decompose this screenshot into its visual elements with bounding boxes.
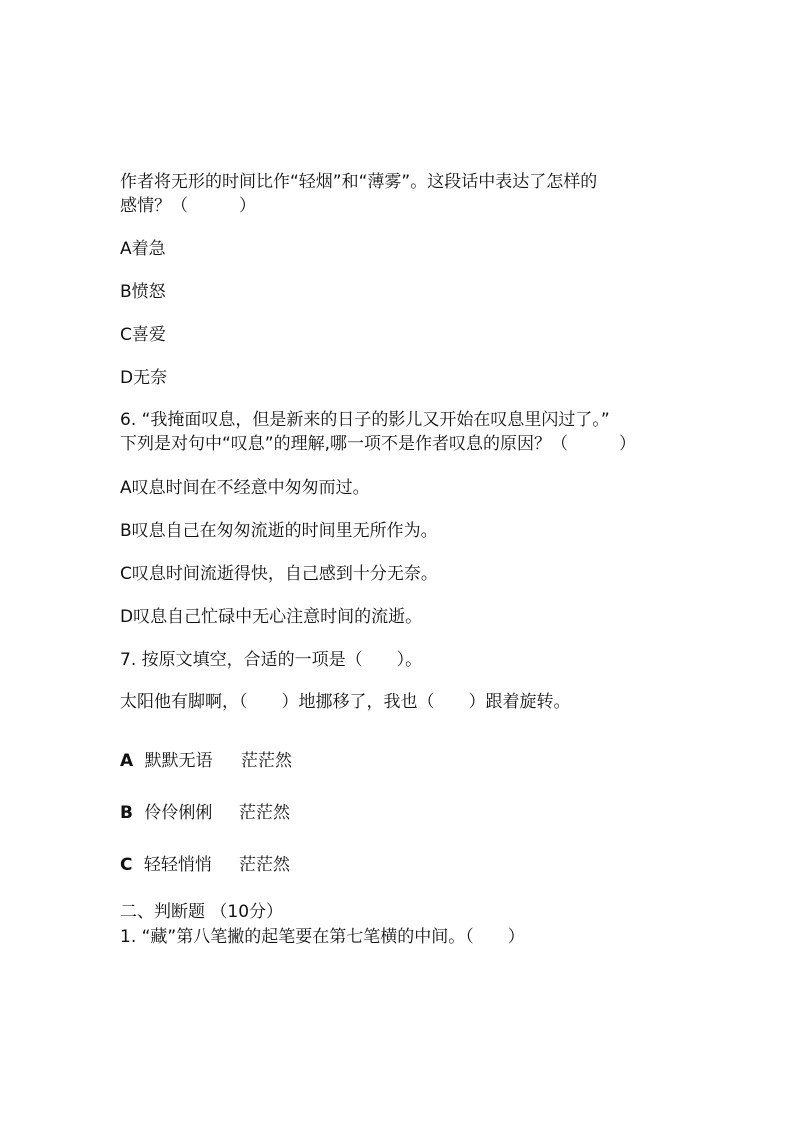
q7-stem: 7. 按原文填空，合适的一项是（ ）。	[120, 650, 423, 670]
q6-option-a: A叹息时间在不经意中匆匆而过。	[120, 478, 370, 498]
q6-option-b: B叹息自己在匆匆流逝的时间里无所作为。	[120, 521, 438, 541]
q6-option-c: C叹息时间流逝得快，自己感到十分无奈。	[120, 564, 438, 584]
q5-stem-line2: 感情？（ ）	[120, 196, 256, 216]
q5-option-d: D无奈	[120, 368, 168, 388]
q6-option-d: D叹息自己忙碌中无心注意时间的流逝。	[120, 607, 423, 627]
q7-option-a	[120, 749, 292, 773]
q5-option-c: C喜爱	[120, 325, 166, 345]
q6-stem-line2: 下列是对句中“叹息”的理解,哪一项不是作者叹息的原因？（ ）	[120, 434, 637, 454]
q7-option-b	[120, 801, 290, 825]
q7-option-c-second: 茫茫然	[239, 855, 290, 875]
q7-option-a-first: 默默无语	[144, 751, 213, 771]
q7-option-c-letter: C	[120, 855, 133, 875]
q7-option-c	[120, 853, 290, 877]
q7-option-c-first: 轻轻悄悄	[143, 855, 212, 875]
q5-option-a: A着急	[120, 239, 166, 259]
q7-option-a-second: 茫茫然	[241, 751, 292, 771]
q7-option-a-letter: A	[120, 751, 134, 771]
q6-stem-line1: 6. “我掩面叹息，但是新来的日子的影儿又开始在叹息里闪过了。”	[120, 410, 610, 430]
section2-heading: 二、判断题 （10分）	[120, 902, 284, 922]
q5-option-b: B愤怒	[120, 282, 166, 302]
q7-option-b-second: 茫茫然	[239, 803, 290, 823]
q5-stem-line1: 作者将无形的时间比作“轻烟”和“薄雾”。这段话中表达了怎样的	[120, 172, 598, 192]
q7-option-b-first: 伶伶俐俐	[144, 803, 213, 823]
section2-q1: 1. “藏”第八笔撇的起笔要在第七笔横的中间。（ ）	[120, 927, 525, 947]
q7-sentence: 太阳他有脚啊，（ ）地挪移了，我也（ ）跟着旋转。	[120, 692, 571, 712]
q7-option-b-letter: B	[120, 803, 133, 823]
